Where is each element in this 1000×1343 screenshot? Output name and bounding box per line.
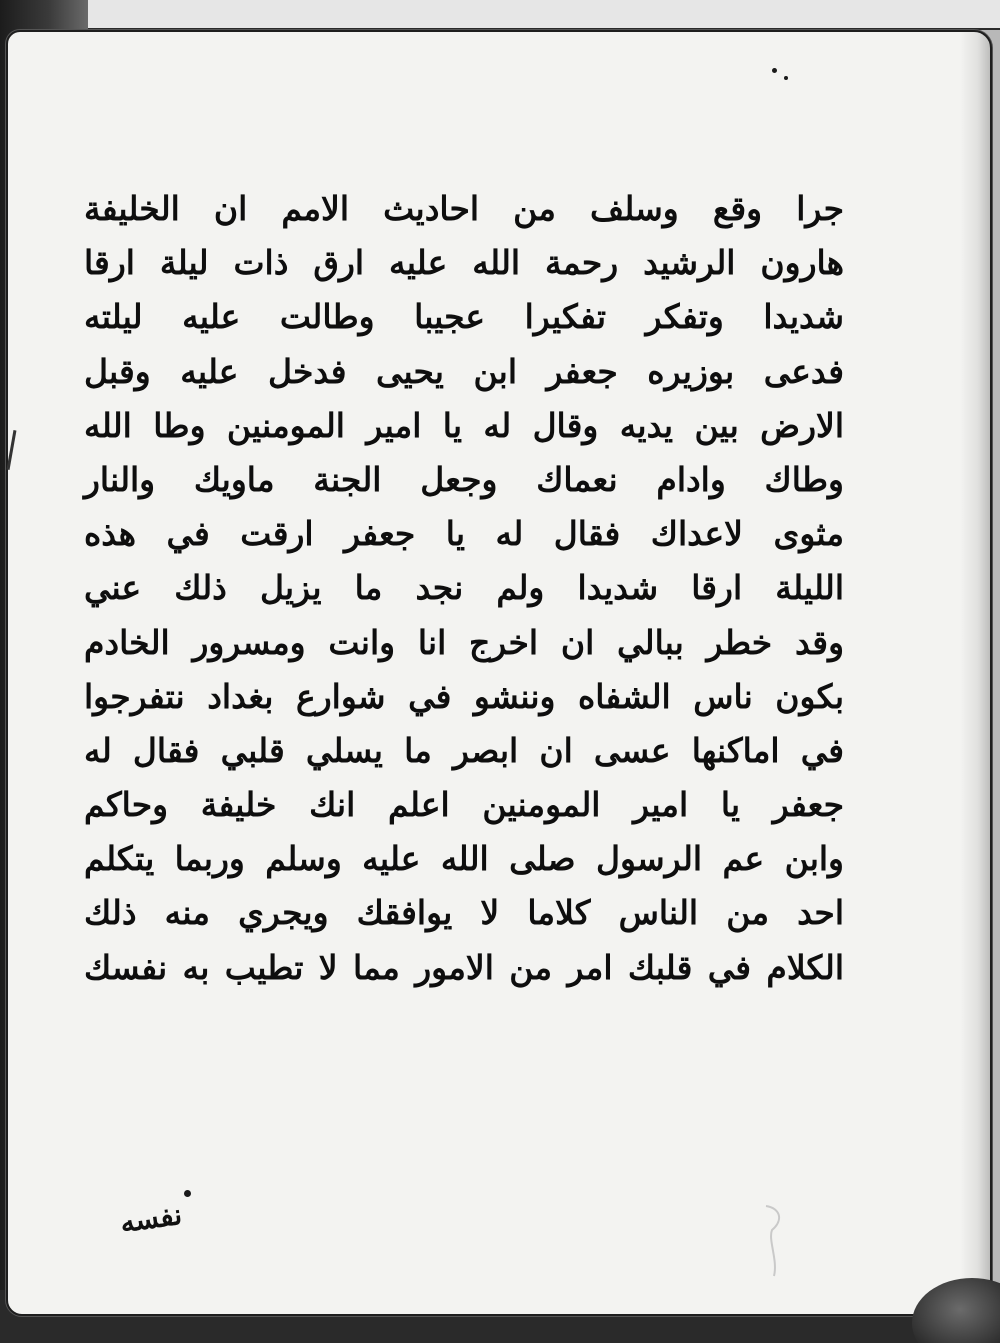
text-line: وطاك وادام نعماك وجعل الجنة ماويك والنار [84,459,844,499]
previous-page-edge [80,0,1000,30]
manuscript-page [6,30,992,1316]
ink-dot [184,1190,191,1197]
text-line: في اماكنها عسى ان ابصر ما يسلي قلبي فقال له [84,730,844,770]
page-curl-shade [960,32,990,1314]
catchword: نفسه [118,1197,184,1240]
text-line: احد من الناس كلاما لا يوافقك ويجري منه ذلك [84,893,844,933]
text-line: جرا وقع وسلف من احاديث الامم ان الخليفة [84,189,844,228]
text-line: الارض بين يديه وقال له يا امير المومنين وطا الله [84,405,844,445]
text-line: الليلة ارقا شديدا ولم نجد ما يزيل ذلك عني [84,568,844,608]
text-line: بكون ناس الشفاه وننشو في شوارع بغداد نتفرجوا [84,676,844,716]
text-line: وقد خطر ببالي ان اخرج انا وانت ومسرور الخادم [84,622,844,662]
ink-dot [772,68,777,73]
text-line: مثوى لاعداك فقال له يا جعفر ارقت في هذه [84,514,844,554]
ink-dot [784,76,788,80]
text-line: وابن عم الرسول صلى الله عليه وسلم وربما يتكلم [84,839,844,879]
text-line: الكلام في قلبك امر من الامور مما لا تطيب به نفسك [84,947,844,987]
manuscript-text [84,182,844,995]
pencil-mark [758,1200,798,1280]
text-line: شديدا وتفكر تفكيرا عجيبا وطالت عليه ليلته [84,297,844,337]
text-line: جعفر يا امير المومنين اعلم انك خليفة وحاكم [84,785,844,825]
text-line: فدعى بوزيره جعفر ابن يحيى فدخل عليه وقبل [84,351,844,391]
text-line: هارون الرشيد رحمة الله عليه ارق ذات ليلة ارقا [84,243,844,283]
